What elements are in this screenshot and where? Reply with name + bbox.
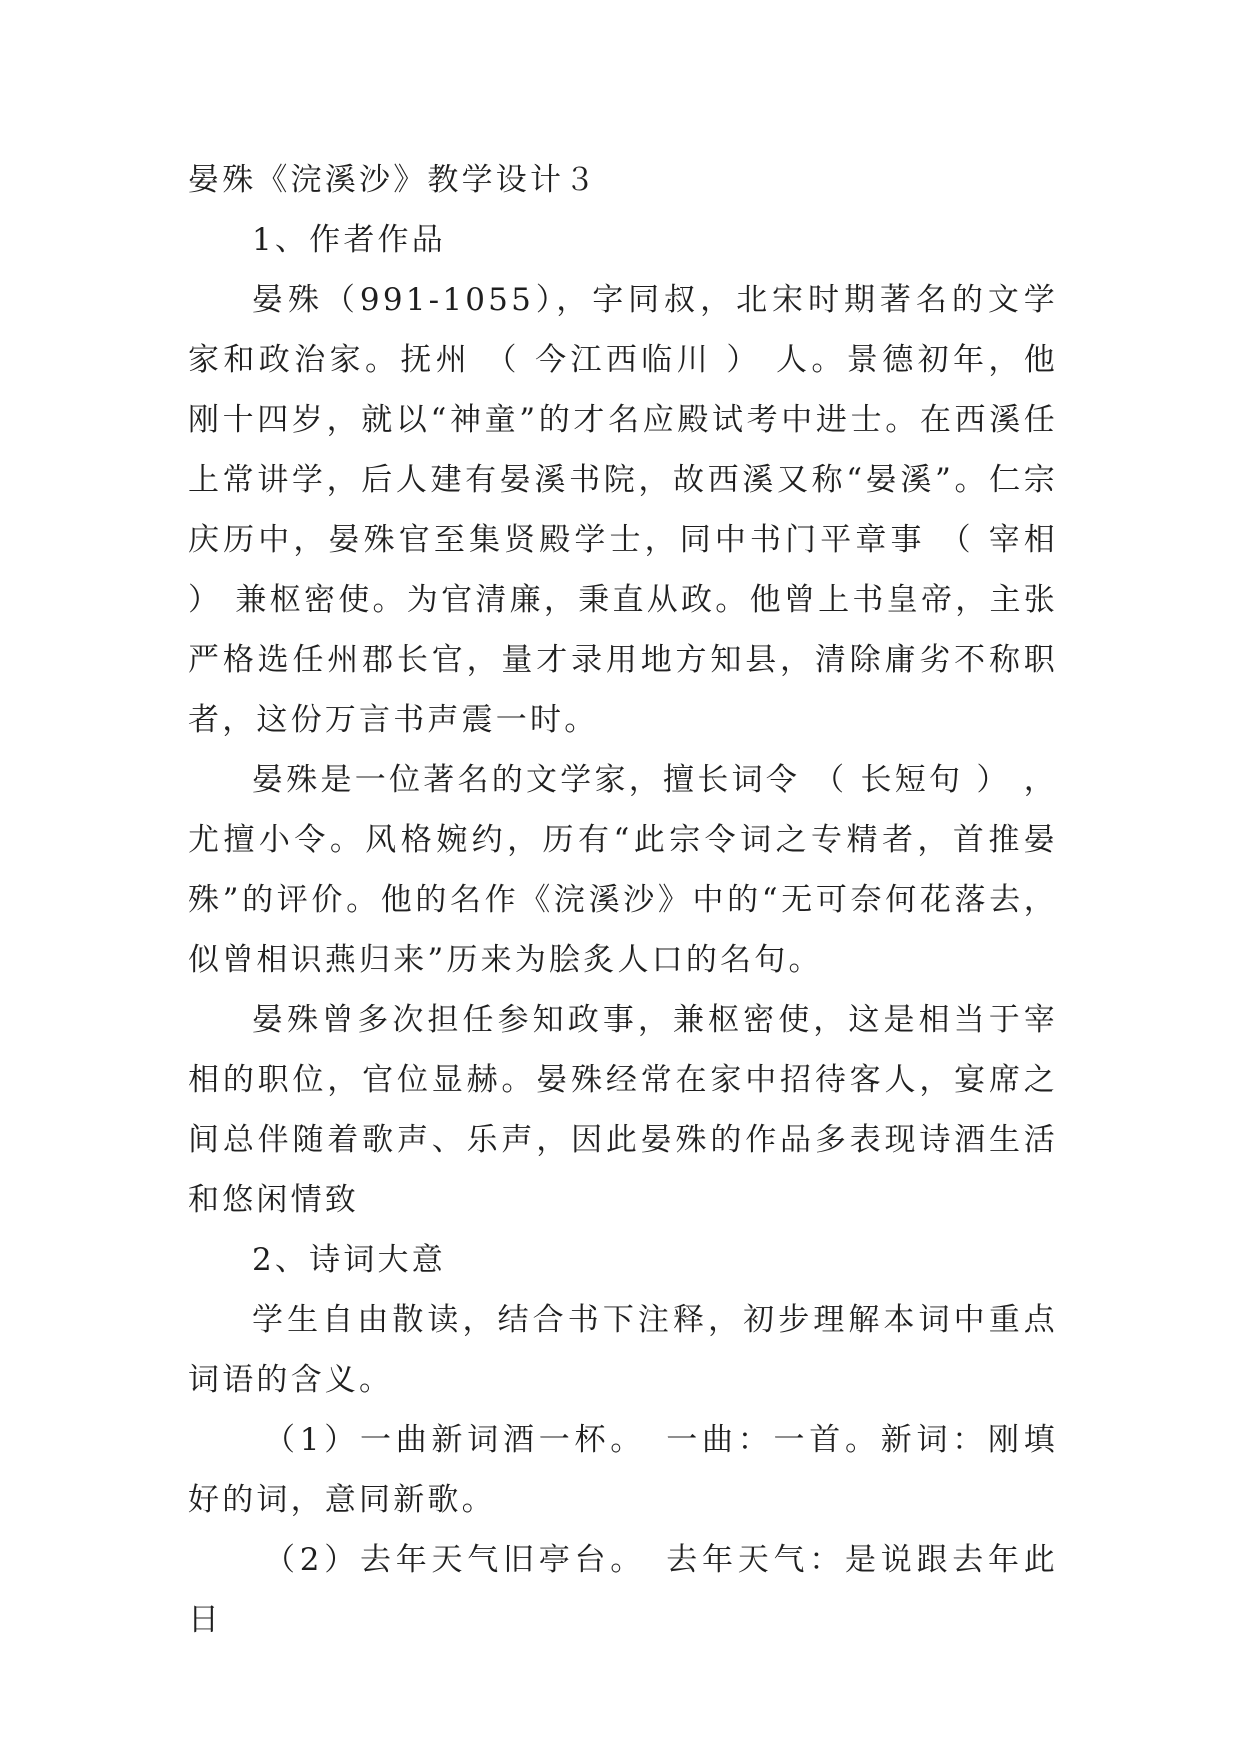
document-page <box>188 150 1058 1650</box>
paragraph-official-career: 晏殊曾多次担任参知政事，兼枢密使，这是相当于宰相的职位，官位显赫。晏殊经常在家中招待客人，宴席之间总伴随着歌声、乐声，因此晏殊的作品多表现诗酒生活和悠闲情致 <box>188 1002 1058 1218</box>
paragraph-literary-style: 晏殊是一位著名的文学家，擅长词令 （ 长短句 ） ，尤擅小令。风格婉约，历有“此宗令词之专精者，首推晏殊”的评价。他的名作《浣溪沙》中的“无可奈何花落去，似曾相识燕归来”历来为脍炙人口的名句。 <box>188 762 1058 978</box>
paragraph-author-bio: 晏殊（991-1055），字同叔，北宋时期著名的文学家和政治家。抚州 （ 今江西临川 ） 人。景德初年，他刚十四岁，就以“神童”的才名应殿试考中进士。在西溪任上常讲学，后人建有晏溪书院，故西溪又称“晏溪”。仁宗庆历中，晏殊官至集贤殿学士，同中书门平章事 （ 宰相 ） 兼枢密使。为官清廉，秉直从政。他曾上书皇帝，主张严格选任州郡长官，量才录用地方知县，清除庸劣不称职者，这份万言书声震一时。 <box>188 282 1058 738</box>
section-heading-meaning: 2、诗词大意 <box>252 1242 446 1278</box>
annotation-item-1: （1）一曲新词酒一杯。 一曲：一首。新词：刚填好的词，意同新歌。 <box>188 1422 1058 1518</box>
document-title: 晏殊《浣溪沙》教学设计３ <box>188 162 599 198</box>
annotation-item-2: （2）去年天气旧亭台。 去年天气：是说跟去年此日 <box>188 1542 1058 1638</box>
paragraph-reading-instruction: 学生自由散读，结合书下注释，初步理解本词中重点词语的含义。 <box>188 1302 1058 1398</box>
section-heading-author: 1、作者作品 <box>252 222 446 258</box>
